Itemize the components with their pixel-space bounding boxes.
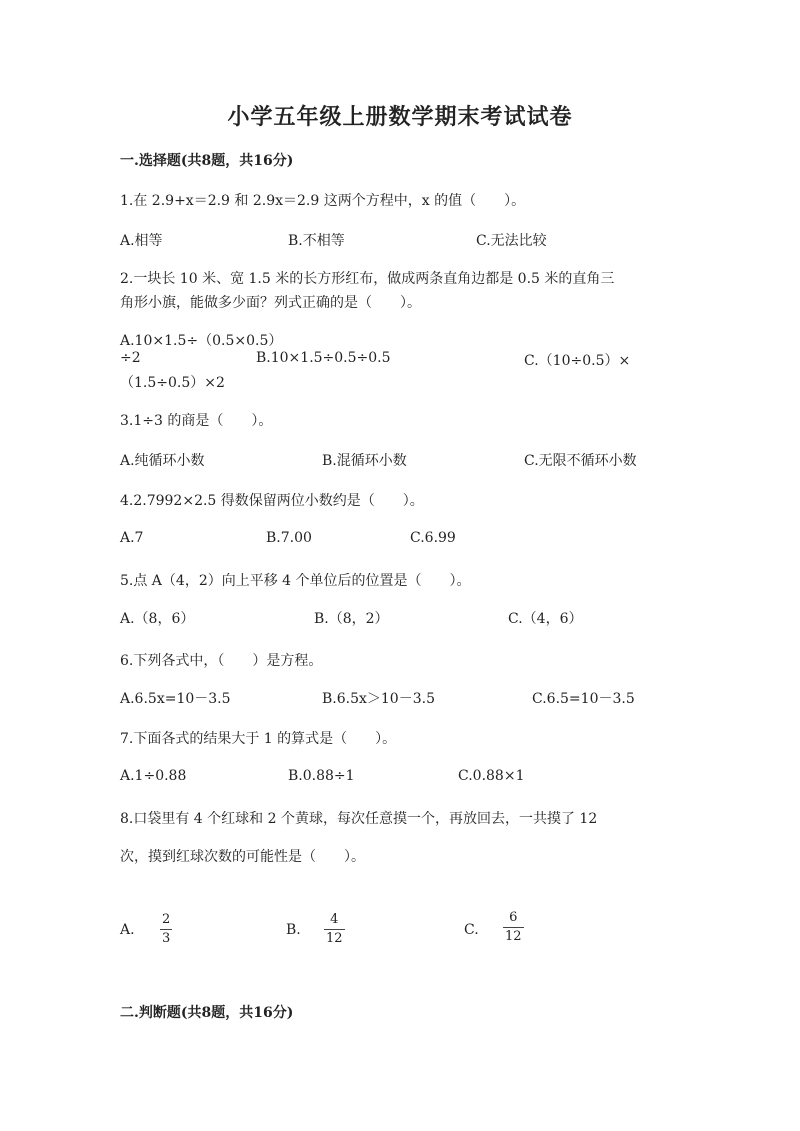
question-5-text: 5.点 A（4，2）向上平移 4 个单位后的位置是（ ）。 bbox=[120, 573, 471, 589]
question-7-option-b: B.0.88÷1 bbox=[288, 768, 355, 784]
question-8-option-a-label: A. bbox=[120, 922, 135, 938]
question-3-option-b: B.混循环小数 bbox=[322, 453, 407, 469]
question-2-text-line-1: 2.一块长 10 米、宽 1.5 米的长方形红布，做成两条直角边都是 0.5 米的直角三 bbox=[120, 271, 615, 287]
question-5-option-a: A.（8，6） bbox=[120, 611, 195, 627]
question-7-option-a: A.1÷0.88 bbox=[120, 768, 187, 784]
question-4-text: 4.2.7992×2.5 得数保留两位小数约是（ ）。 bbox=[120, 493, 424, 509]
fraction-numerator: 2 bbox=[162, 912, 171, 927]
question-1-text: 1.在 2.9+x＝2.9 和 2.9x＝2.9 这两个方程中，x 的值（ ）。 bbox=[120, 193, 526, 209]
question-4-option-c: C.6.99 bbox=[410, 530, 456, 546]
fraction-denominator: 12 bbox=[505, 929, 522, 944]
section-heading-choice: 一.选择题(共8题，共16分) bbox=[120, 153, 294, 169]
question-6-option-a: A.6.5x=10－3.5 bbox=[120, 691, 231, 707]
question-4-option-a: A.7 bbox=[120, 530, 144, 546]
fraction-bar bbox=[324, 929, 345, 930]
question-2-text-line-2: 角形小旗，能做多少面？列式正确的是（ ）。 bbox=[120, 295, 421, 311]
question-3-option-a: A.纯循环小数 bbox=[120, 453, 205, 469]
question-7-option-c: C.0.88×1 bbox=[458, 768, 525, 784]
question-2-option-c-line-1: C.（10÷0.5）× bbox=[524, 353, 631, 369]
question-2-option-a-line-2: ÷2 bbox=[120, 350, 141, 366]
question-2-option-b: B.10×1.5÷0.5÷0.5 bbox=[256, 350, 391, 366]
exam-title: 小学五年级上册数学期末考试试卷 bbox=[227, 104, 573, 130]
fraction-bar bbox=[160, 929, 172, 930]
question-3-option-c: C.无限不循环小数 bbox=[524, 453, 637, 469]
question-2-option-c-line-2: （1.5÷0.5）×2 bbox=[120, 375, 225, 391]
question-7-text: 7.下面各式的结果大于 1 的算式是（ ）。 bbox=[120, 731, 397, 747]
question-8-text-line-1: 8.口袋里有 4 个红球和 2 个黄球，每次任意摸一个，再放回去，一共摸了 12 bbox=[120, 811, 598, 827]
fraction-denominator: 12 bbox=[326, 931, 343, 946]
question-8-option-c-fraction bbox=[503, 910, 524, 945]
question-1-option-a: A.相等 bbox=[120, 233, 163, 249]
question-5-option-b: B.（8，2） bbox=[314, 611, 389, 627]
fraction-numerator: 6 bbox=[509, 910, 518, 925]
question-3-text: 3.1÷3 的商是（ ）。 bbox=[120, 413, 273, 429]
fraction-denominator: 3 bbox=[162, 931, 171, 946]
question-6-option-c: C.6.5=10－3.5 bbox=[532, 691, 635, 707]
question-8-option-a-fraction bbox=[160, 912, 172, 947]
section-heading-judgement: 二.判断题(共8题，共16分) bbox=[120, 1005, 294, 1021]
fraction-bar bbox=[503, 927, 524, 928]
question-6-option-b: B.6.5x＞10－3.5 bbox=[322, 691, 435, 707]
question-4-option-b: B.7.00 bbox=[266, 530, 312, 546]
question-8-option-c-label: C. bbox=[464, 922, 479, 938]
question-8-text-line-2: 次，摸到红球次数的可能性是（ ）。 bbox=[120, 849, 365, 865]
question-6-text: 6.下列各式中，（ ）是方程。 bbox=[120, 653, 323, 669]
question-5-option-c: C.（4，6） bbox=[508, 611, 583, 627]
question-8-option-b-fraction bbox=[324, 912, 345, 947]
question-1-option-b: B.不相等 bbox=[288, 233, 345, 249]
question-8-option-b-label: B. bbox=[286, 922, 301, 938]
question-1-option-c: C.无法比较 bbox=[476, 233, 547, 249]
fraction-numerator: 4 bbox=[330, 912, 339, 927]
question-2-option-a-line-1: A.10×1.5÷（0.5×0.5） bbox=[120, 333, 283, 349]
